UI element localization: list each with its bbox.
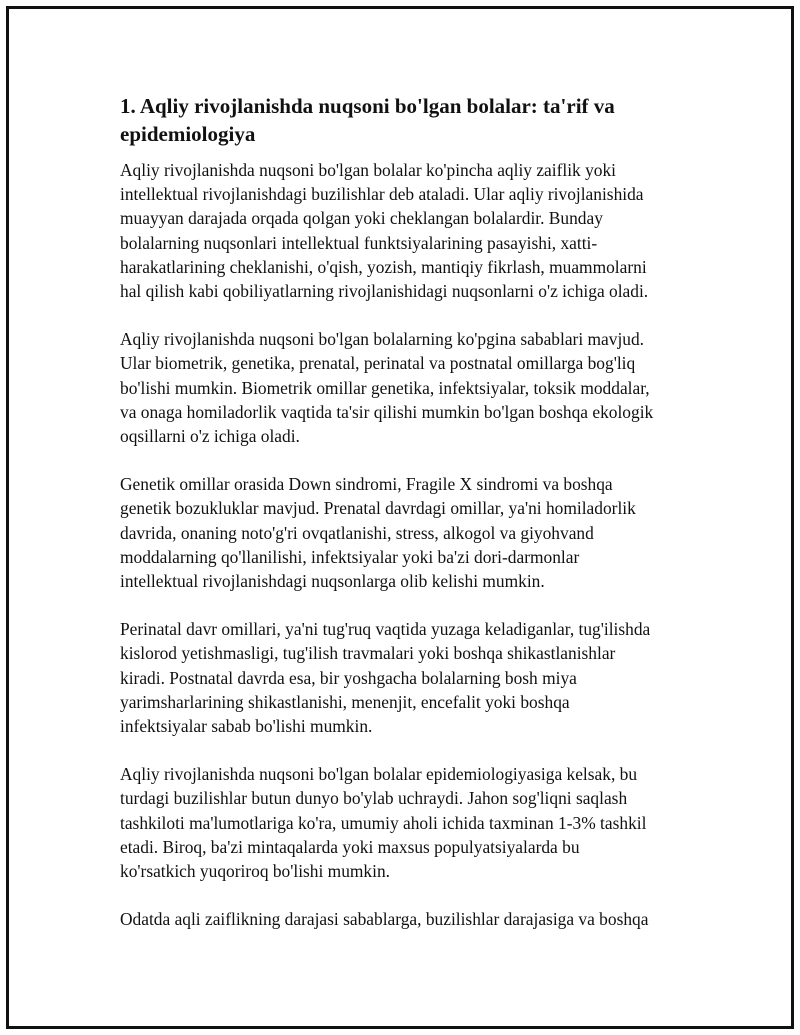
text-line: davrida, onaning noto'g'ri ovqatlanishi, stress, alkogol va giyohvand: [120, 522, 594, 543]
text-line: Aqliy rivojlanishda nuqsoni bo'lgan bolalarning ko'pgina sabablari mavjud.: [120, 329, 645, 350]
text-line: infektsiyalar sabab bo'lishi mumkin.: [120, 716, 373, 737]
text-line: genetik bozukluklar mavjud. Prenatal davrdagi omillar, ya'ni homiladorlik: [120, 498, 636, 519]
text-line: Ular biometrik, genetika, prenatal, perinatal va postnatal omillarga bog'liq: [120, 353, 636, 374]
text-line: hal qilish kabi qobiliyatlarning rivojlanishidagi nuqsonlarni o'z ichiga oladi.: [120, 281, 649, 302]
text-line: oqsillarni o'z ichiga oladi.: [120, 426, 300, 447]
text-line: bolalarning nuqsonlari intellektual funktsiyalarining pasayishi, xatti-: [120, 232, 598, 253]
paragraph-severity: [120, 907, 705, 931]
heading-line: 1. Aqliy rivojlanishda nuqsoni bo'lgan bolalar: ta'rif va: [120, 94, 615, 118]
text-line: Odatda aqli zaiflikning darajasi sabablarga, buzilishlar darajasiga va boshqa: [120, 909, 649, 930]
text-line: ko'rsatkich yuqoriroq bo'lishi mumkin.: [120, 861, 391, 882]
paragraph-perinatal-factors: [120, 617, 705, 738]
text-line: va onaga homiladorlik vaqtida ta'sir qilishi mumkin bo'lgan boshqa ekologik: [120, 401, 654, 422]
heading-line: epidemiologiya: [120, 122, 256, 146]
text-line: moddalarning qo'llanilishi, infektsiyalar yoki ba'zi dori-darmonlar: [120, 546, 580, 567]
text-line: Aqliy rivojlanishda nuqsoni bo'lgan bolalar ko'pincha aqliy zaiflik yoki: [120, 160, 617, 180]
text-line: intellektual rivojlanishdagi buzilishlar deb ataladi. Ular aqliy rivojlanishida: [120, 184, 644, 205]
text-line: Aqliy rivojlanishda nuqsoni bo'lgan bolalar epidemiologiyasiga kelsak, bu: [120, 764, 638, 785]
text-line: kislorod yetishmasligi, tug'ilish travmalari yoki boshqa shikastlanishlar: [120, 643, 616, 664]
text-line: Perinatal davr omillari, ya'ni tug'ruq vaqtida yuzaga keladiganlar, tug'ilishda: [120, 619, 651, 640]
text-line: yarimsharlarining shikastlanishi, menenjit, encefalit yoki boshqa: [120, 691, 570, 712]
paragraph-epidemiology: [120, 762, 705, 883]
paragraph-definition: [120, 158, 705, 303]
document-page: [6, 6, 794, 1029]
text-line: turdagi buzilishlar butun dunyo bo'ylab uchraydi. Jahon sog'liqni saqlash: [120, 788, 628, 809]
section-heading: [120, 92, 705, 148]
text-line: kiradi. Postnatal davrda esa, bir yoshgacha bolalarning bosh miya: [120, 667, 577, 688]
text-line: muayyan darajada orqada qolgan yoki cheklangan bolalardir. Bunday: [120, 208, 603, 229]
paragraph-genetic-factors: [120, 472, 705, 593]
text-line: harakatlarining cheklanishi, o'qish, yozish, mantiqiy fikrlash, muammolarni: [120, 256, 647, 277]
document-body: [120, 92, 705, 955]
paragraph-causes: [120, 327, 705, 448]
text-line: Genetik omillar orasida Down sindromi, Fragile X sindromi va boshqa: [120, 474, 613, 495]
text-line: tashkiloti ma'lumotlariga ko'ra, umumiy aholi ichida taxminan 1-3% tashkil: [120, 812, 647, 833]
text-line: etadi. Biroq, ba'zi mintaqalarda yoki maxsus populyatsiyalarda bu: [120, 836, 580, 857]
text-line: bo'lishi mumkin. Biometrik omillar genetika, infektsiyalar, toksik moddalar,: [120, 377, 650, 398]
text-line: intellektual rivojlanishdagi nuqsonlarga olib kelishi mumkin.: [120, 571, 545, 592]
